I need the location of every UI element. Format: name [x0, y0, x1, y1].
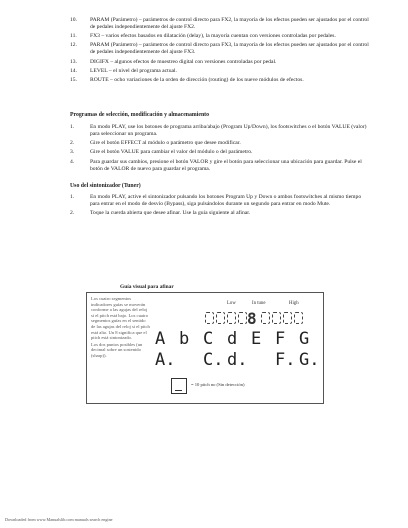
list-item: 12. PARAM (Parámetro) – parámetros de control directo para FX3, la mayoría de los efectos pueden ser ajustados por el control de pedales independientemente del ajuste FX3. [70, 42, 369, 56]
guide-desc-dots: Los dos puntos posibles (un decimal sobre un sostenido (sharp)). [91, 341, 143, 358]
list-item: 1. En modo PLAY, active el sintonizador pulsando los botones Program Up y Down o ambos footswitches al mismo tiempo para entrar en el modo de desvío (Bypass), siga pulsándolos durante un segundo para entrar en modo Mute. [70, 194, 362, 207]
note-c: C [203, 329, 214, 349]
note-d-sharp: d. [227, 350, 248, 370]
note-g: G [299, 329, 310, 349]
scale-high-label: High [289, 301, 299, 306]
note-f-sharp: F. [275, 350, 296, 370]
led-segment-icon [227, 312, 236, 324]
led-segment-icon [216, 312, 225, 324]
list-item: 13. DIGIFX – algunos efectos de muestreo digital con versiones controladas por pedal. [70, 58, 277, 65]
led-segment-icon [238, 312, 247, 324]
note-a: A [155, 329, 166, 349]
scale-intune-label: In tune [252, 301, 266, 306]
page-footer: Downloaded from www.Manualslib.com manuals search engine [5, 517, 113, 522]
led-segment-icon [294, 312, 303, 324]
no-pitch-display-icon [171, 378, 187, 394]
note-d: d [227, 329, 238, 349]
list-item: 11. FX3 – varios efectos basados en dilatación (delay), la mayoría cuentan con versiones controladas por pedales. [70, 33, 336, 40]
led-segment-icon [283, 312, 292, 324]
guide-description [91, 296, 151, 360]
guide-desc-segments: Los cuatro segmentos indicadores guías se moverán conforme a las agujas del reloj si el pitch está bajo. Los cuatro segmentos guías en el sentido de las agujas del reloj si el pitch está alto. Un 8 significa que el pitch está sintonizado. [91, 296, 150, 341]
list-item: 2. Toque la cuerda abierta que desee afinar. Use la guía siguiente al afinar. [70, 210, 251, 217]
note-e: E [251, 329, 262, 349]
list-item: 2. Gire el botón EFFECT al módulo o parámetro que desee modificar. [70, 140, 241, 147]
no-pitch-note: = 10 pitch no (Sin detección) [191, 382, 245, 387]
list-item: 15. ROUTE – ocho variaciones de la orden de dirección (routing) de los nueve módulos de efectos. [70, 76, 304, 83]
note-a-sharp: A. [155, 350, 176, 370]
note-b: b [179, 329, 190, 349]
param-list [70, 17, 370, 86]
note-f: F [275, 329, 286, 349]
tuner-led-display [205, 311, 309, 327]
underscore-segment-icon [175, 390, 182, 391]
scale-low-label: Low [227, 301, 236, 306]
list-item: 14. LEVEL – el nivel del programa actual. [70, 67, 177, 74]
in-tune-digit: 8 [247, 309, 257, 328]
list-item: 10. PARAM (Parámetro) – parámetros de control directo para FX2, la mayoría de los efectos pueden ser ajustados por el control de pedales independientemente del ajuste FX2. [70, 17, 369, 30]
list-item: 3. Gire el botón VALUE para cambiar el valor del módulo o del parámetro. [70, 149, 253, 156]
list-item: 4. Para guardar sus cambios, presione el botón VALOR y gire el botón para seleccionar una ubicación para guardar. Pulse el botón de VALOR de nuevo para guardar el programa. [70, 158, 362, 172]
tuner-list [70, 194, 370, 219]
section-heading-tuner: Uso del sintonizador (Tuner) [70, 183, 141, 189]
programs-list [70, 124, 370, 175]
section-heading-programs: Programas de selección, modificación y almacenamiento [70, 112, 209, 118]
led-segment-icon [272, 312, 281, 324]
note-g-sharp: G. [299, 350, 320, 370]
note-c-sharp: C. [203, 350, 224, 370]
tuner-guide-figure [86, 292, 324, 404]
guide-title: Guía visual para afinar [120, 284, 174, 290]
led-segment-icon [205, 312, 214, 324]
list-item: 1. En modo PLAY, use los botones de programa arriba/abajo (Program Up/Down), los footswitches o el botón VALUE (valor) para seleccionar un programa. [70, 124, 367, 137]
led-segment-icon [261, 312, 270, 324]
